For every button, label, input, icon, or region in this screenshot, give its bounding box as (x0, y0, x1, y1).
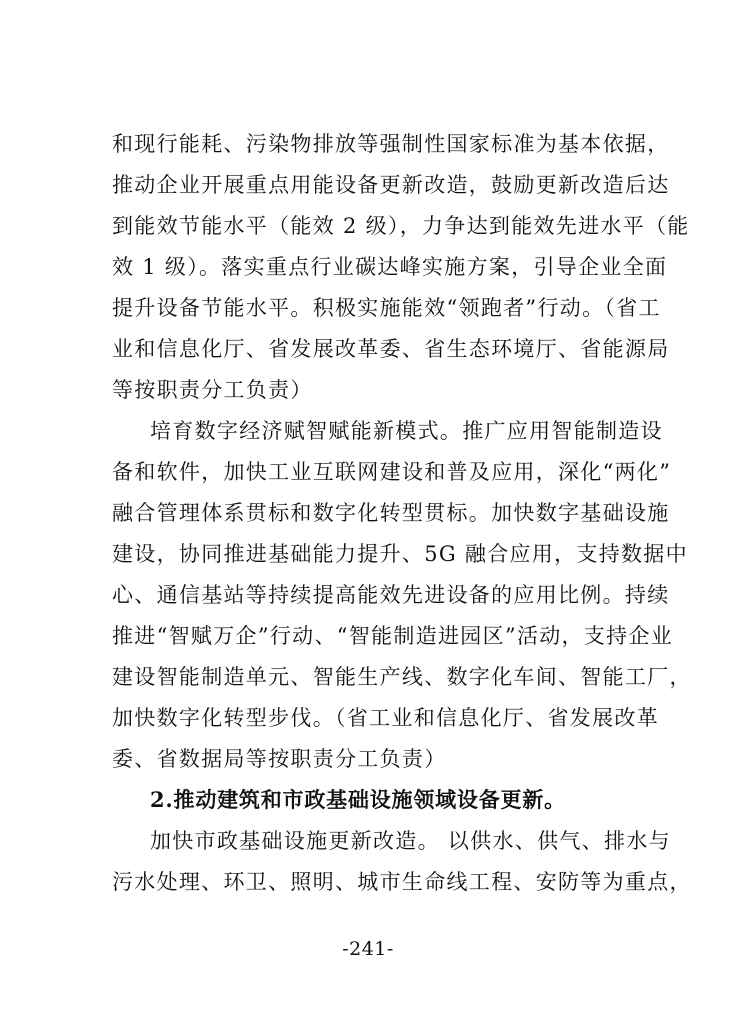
section-heading: 2.推动建筑和市政基础设施领域设备更新。 (150, 787, 566, 812)
paragraph-line: 业和信息化厅、省发展改革委、省生态环境厅、省能源局 (112, 337, 670, 361)
paragraph-line: 委、省数据局等按职责分工负责） (112, 747, 447, 771)
paragraph-line: 心、通信基站等持续提高能效先进设备的应用比例。持续 (112, 583, 670, 607)
paragraph-line: 污水处理、环卫、照明、城市生命线工程、安防等为重点， (112, 870, 692, 894)
paragraph-line: 建设，协同推进基础能力提升、5G 融合应用，支持数据中 (112, 542, 688, 566)
paragraph-line: 效 1 级）。落实重点行业碳达峰实施方案，引导企业全面 (112, 255, 668, 279)
paragraph-line: 等按职责分工负责） (112, 378, 313, 402)
paragraph-line: 加快市政基础设施更新改造。 以供水、供气、排水与 (150, 829, 671, 853)
paragraph-line: 和现行能耗、污染物排放等强制性国家标准为基本依据， (112, 132, 670, 156)
paragraph-line: 推动企业开展重点用能设备更新改造，鼓励更新改造后达 (112, 173, 670, 197)
paragraph-line: 推进“智赋万企”行动、“智能制造进园区”活动，支持企业 (112, 624, 674, 648)
paragraph-line: 到能效节能水平（能效 2 级），力争达到能效先进水平（能 (112, 214, 690, 238)
paragraph-line: 提升设备节能水平。积极实施能效“领跑者”行动。（省工 (112, 296, 661, 320)
paragraph-line: 备和软件，加快工业互联网建设和普及应用，深化“两化” (112, 460, 672, 484)
paragraph-line: 培育数字经济赋智赋能新模式。推广应用智能制造设 (150, 419, 663, 443)
page-number: -241- (342, 938, 394, 960)
paragraph-line: 加快数字化转型步伐。（省工业和信息化厅、省发展改革 (112, 706, 659, 730)
paragraph-line: 建设智能制造单元、智能生产线、数字化车间、智能工厂， (112, 665, 692, 689)
paragraph-line: 融合管理体系贯标和数字化转型贯标。加快数字基础设施 (112, 501, 670, 525)
